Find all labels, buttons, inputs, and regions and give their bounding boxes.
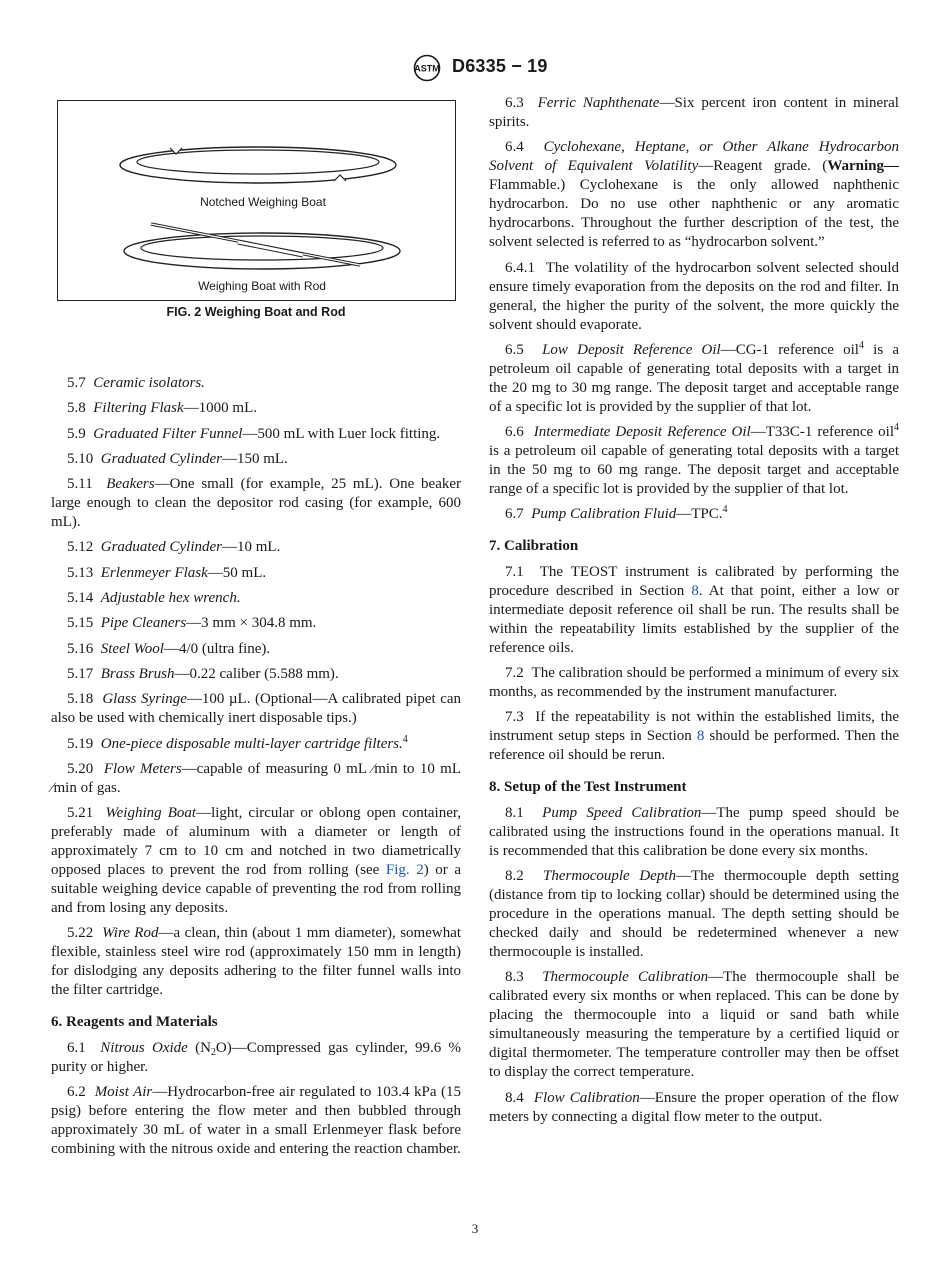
- paragraph-7-3: 7.3 If the repeatability is not within the established limits, the instrument setup steps in Section 8 should be performed. Then the reference oil should be rerun.: [489, 709, 899, 764]
- paragraph-6-3: 6.3 Ferric Naphthenate—Six percent iron content in mineral spirits.: [489, 95, 899, 130]
- section-heading-6: 6. Reagents and Materials: [51, 1014, 218, 1031]
- figure-label-rod: Weighing Boat with Rod: [198, 279, 326, 293]
- paragraph-5-17: 5.17 Brass Brush—0.22 caliber (5.588 mm).: [67, 665, 339, 682]
- paragraph-5-22: 5.22 Wire Rod—a clean, thin (about 1 mm diameter), somewhat flexible, stainless steel wire rod (approximately 150 mm in length) for dislodging any deposits adhering to the filter funnel walls into the filter cartridge.: [51, 925, 462, 999]
- paragraph-5-20: 5.20 Flow Meters—capable of measuring 0 mL ⁄min to 10 mL ⁄min of gas.: [51, 760, 462, 796]
- weighing-boat-illustration: [58, 101, 455, 300]
- page-header: [0, 54, 950, 84]
- paragraph-5-14: 5.14 Adjustable hex wrench.: [67, 590, 241, 607]
- astm-logo-icon: [409, 54, 445, 82]
- standard-number: D6335 − 19: [452, 56, 548, 76]
- paragraph-8-4: 8.4 Flow Calibration—Ensure the proper operation of the flow meters by connecting a digital flow meter to the output.: [489, 1089, 900, 1125]
- paragraph-5-12: 5.12 Graduated Cylinder—10 mL.: [67, 539, 281, 556]
- svg-text:ASTM: ASTM: [414, 63, 440, 74]
- paragraph-5-16: 5.16 Steel Wool—4/0 (ultra fine).: [67, 640, 271, 657]
- paragraph-6-4-1: 6.4.1 The volatility of the hydrocarbon solvent selected should ensure timely evaporation from the deposits on the rod and filter. In general, the higher the purity of the solvent, the more quickly the solvent should evaporate.: [489, 259, 900, 333]
- paragraph-5-19: 5.19 One-piece disposable multi-layer cartridge filters.$^4$: [67, 733, 408, 752]
- paragraph-5-9: 5.9 Graduated Filter Funnel—500 mL with Luer lock fitting.: [67, 425, 441, 442]
- section-link[interactable]: 8: [691, 582, 699, 599]
- figure-label-notched: Notched Weighing Boat: [200, 195, 326, 209]
- page-number: 3: [471, 1221, 479, 1236]
- paragraph-8-2: 8.2 Thermocouple Depth—The thermocouple depth setting (distance from tip to locking collar) should be determined using the procedure in the operations manual. The depth setting should be checked daily and should be redetermined whenever a new thermocouple is installed.: [489, 867, 900, 960]
- paragraph-6-2: 6.2 Moist Air—Hydrocarbon-free air regulated to 103.4 kPa (15 psig) before entering the flow meter and then bubbled through approximately 30 mL of water in a small Erlenmeyer flask before combining with the nitrous oxide and entering the reaction chamber.: [51, 1084, 461, 1158]
- paragraph-5-10: 5.10 Graduated Cylinder—150 mL.: [67, 450, 288, 467]
- paragraph-6-7: 6.7 Pump Calibration Fluid—TPC.$^4$: [505, 504, 728, 523]
- paragraph-6-5: 6.5 Low Deposit Reference Oil—CG-1 reference oil$^4$ is a petroleum oil capable of generating total deposits with a target in the 20 mg to 30 mg range. The deposit target and acceptable range of a specific lot is provided by the supplier of that lot.: [489, 339, 899, 415]
- paragraph-5-21: 5.21 Weighing Boat—light, circular or oblong open container, preferably made of aluminum with a diameter or length of approximately 7 cm to 10 cm and notched in two diametrically opposed places to prevent the rod from rolling (see Fig. 2) or a suitable weighing device capable of preventing the rod from rolling and from losing any deposits.: [51, 805, 462, 917]
- figure-link[interactable]: Fig. 2: [385, 862, 424, 879]
- paragraph-6-4: 6.4 Cyclohexane, Heptane, or Other Alkane Hydrocarbon Solvent of Equivalent Volatility—Reagent grade. (Warning—Flammable.) Cyclohexane is the only allowed naphthenic hydrocarbon. Do no use other naphthenic or any aromatic hydrocarbons. Throughout the further description of the test, the solvent selected is referred to as “hydrocarbon solvent.”: [489, 139, 900, 251]
- paragraph-8-1: 8.1 Pump Speed Calibration—The pump speed should be calibrated using the instructions found in the operations manual. It is recommended that this calibration be done every six months.: [489, 804, 899, 859]
- section-heading-8: 8. Setup of the Test Instrument: [489, 779, 687, 796]
- paragraph-5-8: 5.8 Filtering Flask—1000 mL.: [67, 400, 257, 417]
- paragraph-5-15: 5.15 Pipe Cleaners—3 mm × 304.8 mm.: [67, 615, 317, 632]
- figure-weighing-boat: [57, 100, 456, 301]
- section-heading-7: 7. Calibration: [489, 538, 579, 555]
- paragraph-5-11: 5.11 Beakers—One small (for example, 25 mL). One beaker large enough to clean the depositor rod casing (for example, 600 mL).: [51, 476, 461, 531]
- paragraph-5-7: 5.7 Ceramic isolators.: [67, 375, 205, 391]
- paragraph-6-1: 6.1 Nitrous Oxide $(N_2O)—Compressed$ gas cylinder, 99.6 % purity or higher.: [51, 1039, 461, 1075]
- paragraph-5-13: 5.13 Erlenmeyer Flask—50 mL.: [67, 564, 267, 581]
- section-link[interactable]: 8: [696, 728, 705, 745]
- paragraph-7-1: 7.1 The TEOST instrument is calibrated by performing the procedure described in Section 8. At that point, either a low or intermediate deposit reference oil shall be run. The results shall be within the repeatability limits established by the supplier of the reference oils.: [489, 563, 899, 656]
- paragraph-8-3: 8.3 Thermocouple Calibration—The thermocouple shall be calibrated every six months or when replaced. This can be done by placing the thermocouple into a liquid or sand bath while simultaneously measuring the temperature by a certified liquid or digital thermometer. The temperature controller may then be offset to display the correct temperature.: [489, 969, 900, 1081]
- paragraph-5-18: 5.18 Glass Syringe—100 µL. (Optional—A calibrated pipet can also be used with chemically inert disposable tips.): [51, 691, 462, 727]
- left-column: [51, 374, 461, 1165]
- figure-caption: FIG. 2 Weighing Boat and Rod: [166, 305, 346, 319]
- right-column: [489, 94, 899, 1133]
- paragraph-6-6: 6.6 Intermediate Deposit Reference Oil—T33C-1 reference oil$^4$ is a petroleum oil capable of generating total deposits with a target in the 50 mg to 60 mg range. The deposit target and acceptable range of a specific lot is provided by the supplier of that lot.: [489, 422, 900, 498]
- paragraph-7-2: 7.2 The calibration should be performed a minimum of every six months, as recommended by the instrument manufacturer.: [489, 665, 899, 701]
